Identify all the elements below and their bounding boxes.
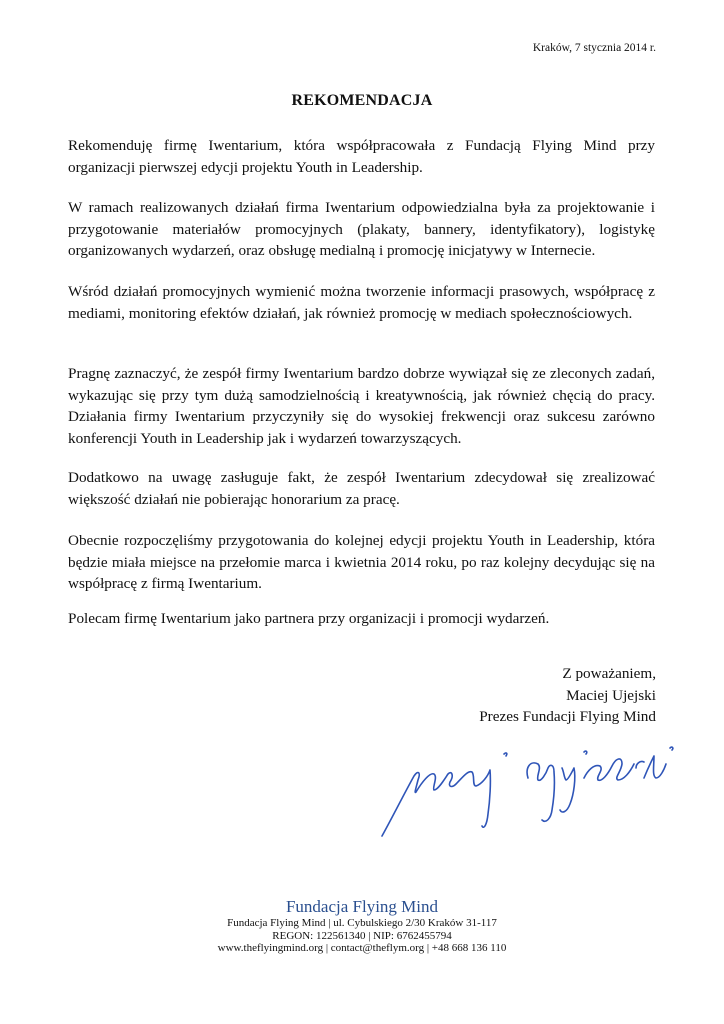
paragraph-next-edition: Obecnie rozpoczęliśmy przygotowania do kolejnej edycji projektu Youth in Leadership, która będzie miała miejsce na przełomie marca i kwietnia 2014 roku, po raz kolejny decydując się na współpracę z firmą Iwentarium. (68, 532, 655, 592)
document-title: REKOMENDACJA (291, 92, 433, 109)
paragraph-promotion: Wśród działań promocyjnych wymienić można tworzenie informacji prasowych, współpracę z mediami, monitoring efektów działań, jak również promocję w mediach społecznościowych. (68, 283, 655, 322)
closing-greeting: Z poważaniem, (562, 665, 656, 682)
document-date: Kraków, 7 stycznia 2014 r. (532, 42, 656, 54)
handwritten-signature (378, 742, 678, 842)
paragraph-endorsement: Polecam firmę Iwentarium jako partnera przy organizacji i promocji wydarzeń. (68, 610, 550, 627)
footer-registry: REGON: 122561340 | NIP: 6762455794 (272, 929, 452, 942)
paragraph-responsibilities: W ramach realizowanych działań firma Iwentarium odpowiedzialna była za projektowanie i przygotowanie materiałów promocyjnych (plakaty, bannery, identyfikatory), logistykę organizowanych wydarzeń, oraz obsługę medialną i promocję inicjatywy w Internecie. (68, 199, 655, 259)
footer-contact: www.theflyingmind.org | contact@theflym.org | +48 668 136 110 (217, 942, 507, 954)
signatory-role: Prezes Fundacji Flying Mind (479, 708, 656, 725)
signatory-name: Maciej Ujejski (566, 686, 656, 704)
signature-strokes (382, 747, 673, 836)
paragraph-assessment: Pragnę zaznaczyć, że zespół firmy Iwentarium bardzo dobrze wywiązał się ze zleconych zadań, wykazując się przy tym dużą samodzielnością i kreatywnością, jak również chęcią do pracy. Działania firmy Iwentarium przyczyniły się do wysokiej frekwencji oraz sukcesu zarówno konferencji Youth in Leadership jak i wydarzeń towarzyszących. (68, 365, 655, 447)
footer-address: Fundacja Flying Mind | ul. Cybulskiego 2/30 Kraków 31-117 (227, 917, 497, 929)
letterhead-footer (0, 897, 724, 955)
paragraph-recommendation: Rekomenduję firmę Iwentarium, która współpracowała z Fundacją Flying Mind przy organizacji pierwszej edycji projektu Youth in Leadership. (68, 137, 655, 176)
paragraph-pro-bono: Dodatkowo na uwagę zasługuje fakt, że zespół Iwentarium zdecydował się zrealizować większość działań nie pobierając honorarium za pracę. (68, 469, 655, 508)
closing-block (479, 663, 656, 728)
footer-organization-name: Fundacja Flying Mind (285, 897, 439, 916)
